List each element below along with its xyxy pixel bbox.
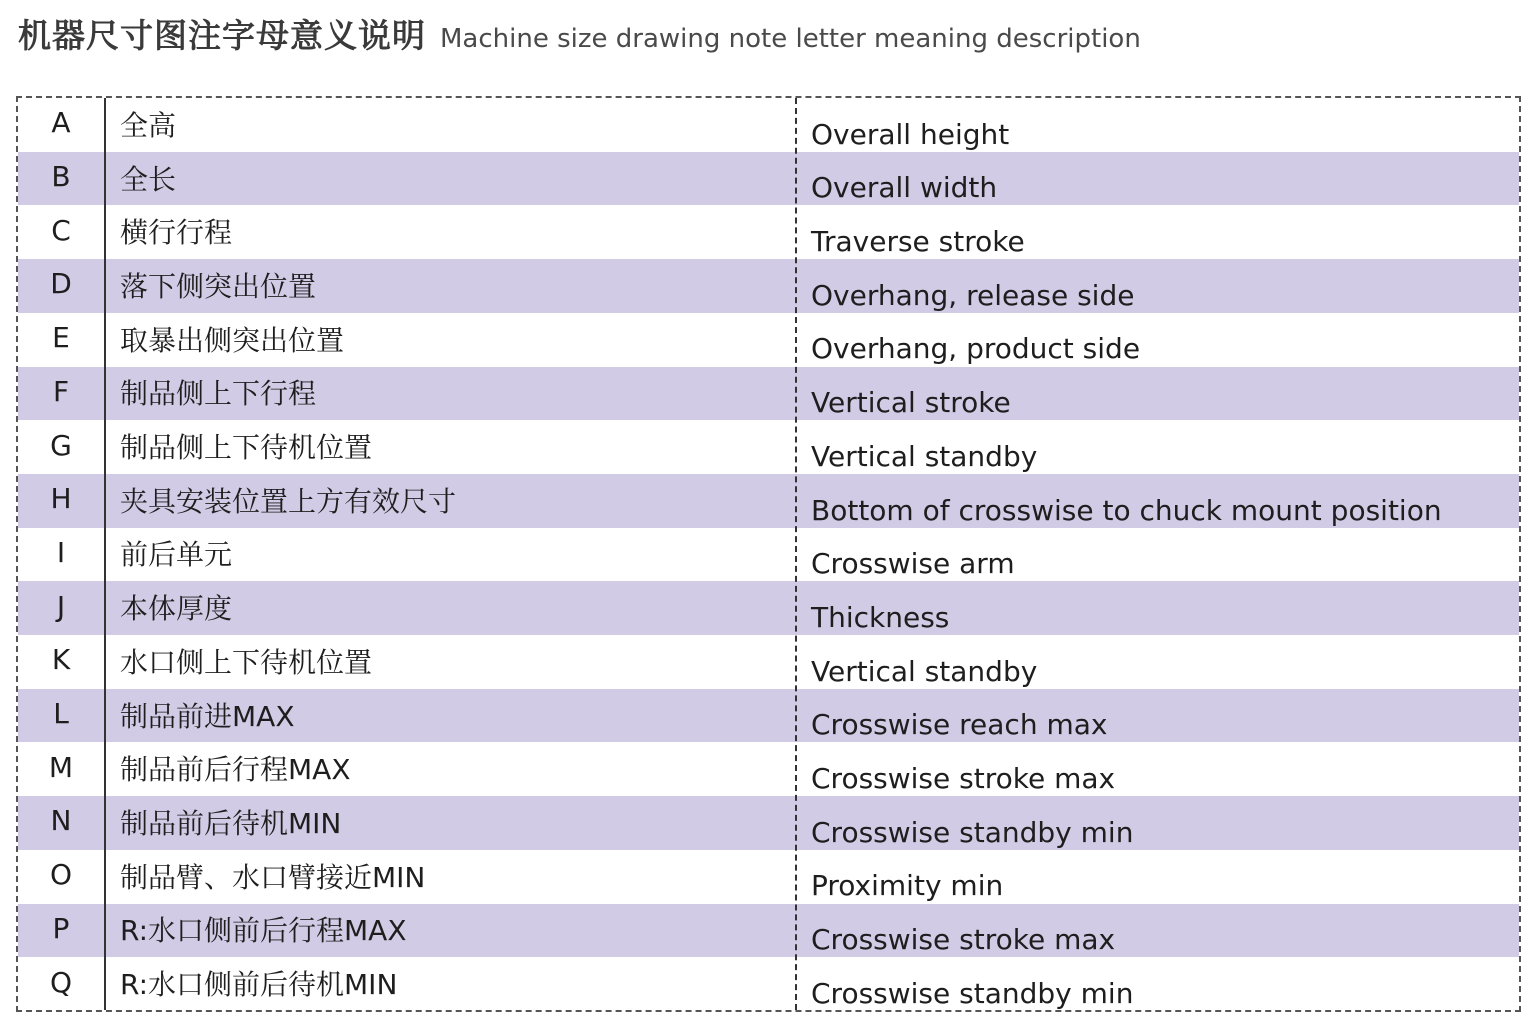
table-row	[18, 581, 1519, 635]
row-letter: O	[49, 858, 73, 892]
row-meaning-en: Crosswise stroke max	[811, 762, 1116, 796]
row-meaning-cn: 全长	[120, 162, 177, 196]
row-meaning-en: Crosswise reach max	[811, 708, 1108, 742]
row-meaning-en: Crosswise standby min	[811, 815, 1134, 849]
row-meaning-cn: 夹具安装位置上方有效尺寸	[120, 484, 457, 518]
row-letter: Q	[49, 965, 73, 999]
table-row	[18, 528, 1519, 582]
table-row	[18, 850, 1519, 904]
row-meaning-en: Bottom of crosswise to chuck mount position	[811, 493, 1442, 527]
row-meaning-cn: 本体厚度	[120, 592, 233, 626]
page-title-cn: 机器尺寸图注字母意义说明	[18, 16, 426, 55]
row-meaning-cn: 取暴出侧突出位置	[120, 323, 345, 357]
table-row	[18, 904, 1519, 958]
table-row	[18, 635, 1519, 689]
row-meaning-en: Vertical standby	[811, 439, 1038, 473]
table-row	[18, 313, 1519, 367]
row-meaning-en: Overall width	[811, 171, 998, 205]
table-row	[18, 742, 1519, 796]
row-meaning-cn: 全高	[120, 108, 177, 142]
row-letter: N	[50, 804, 72, 838]
row-meaning-cn: 制品前进MAX	[120, 699, 295, 733]
row-letter: J	[56, 589, 66, 623]
row-meaning-en: Crosswise standby min	[811, 976, 1134, 1010]
row-meaning-en: Traverse stroke	[811, 225, 1025, 259]
row-meaning-cn: 横行行程	[120, 216, 233, 250]
row-letter: M	[48, 750, 74, 784]
page-header	[18, 10, 1141, 57]
table-row	[18, 98, 1519, 152]
row-letter: F	[52, 374, 70, 408]
row-meaning-cn: 水口侧上下待机位置	[120, 645, 373, 679]
row-letter: I	[56, 535, 66, 569]
row-meaning-en: Overall height	[811, 117, 1010, 151]
row-meaning-cn: 制品前后待机MIN	[120, 806, 342, 840]
table-row	[18, 957, 1519, 1011]
row-meaning-cn: 落下侧突出位置	[120, 269, 317, 303]
row-letter: C	[51, 213, 71, 247]
row-letter: H	[50, 482, 72, 516]
row-meaning-cn: 制品前后行程MAX	[120, 753, 351, 787]
row-meaning-cn: R:水口侧前后待机MIN	[120, 968, 398, 1002]
letter-meaning-table	[16, 96, 1521, 1012]
table-row	[18, 152, 1519, 206]
row-meaning-cn: 前后单元	[120, 538, 233, 572]
row-meaning-cn: 制品侧上下行程	[120, 377, 317, 411]
row-letter: K	[51, 643, 71, 677]
row-letter: A	[51, 106, 71, 140]
table-row	[18, 420, 1519, 474]
row-meaning-cn: 制品臂、水口臂接近MIN	[120, 860, 426, 894]
row-meaning-en: Overhang, release side	[811, 278, 1135, 312]
column-divider-dashed	[795, 98, 797, 1010]
row-letter: G	[50, 428, 72, 462]
row-meaning-en: Proximity min	[811, 869, 1004, 903]
table-row	[18, 796, 1519, 850]
row-letter: L	[53, 697, 69, 731]
table-row	[18, 474, 1519, 528]
row-meaning-en: Vertical stroke	[811, 386, 1011, 420]
row-letter: B	[51, 160, 71, 194]
table-row	[18, 689, 1519, 743]
row-letter: E	[52, 321, 70, 355]
row-meaning-en: Vertical standby	[811, 654, 1038, 688]
row-meaning-en: Overhang, product side	[811, 332, 1141, 366]
table-row	[18, 205, 1519, 259]
row-meaning-en: Crosswise stroke max	[811, 923, 1116, 957]
row-meaning-cn: R:水口侧前后行程MAX	[120, 914, 407, 948]
row-meaning-en: Crosswise arm	[811, 547, 1015, 581]
row-letter: P	[52, 911, 70, 945]
row-letter: D	[50, 267, 72, 301]
row-meaning-en: Thickness	[811, 600, 950, 634]
page-title-en: Machine size drawing note letter meaning description	[440, 24, 1141, 54]
table-row	[18, 367, 1519, 421]
table-row	[18, 259, 1519, 313]
column-divider-solid	[104, 98, 106, 1010]
row-meaning-cn: 制品侧上下待机位置	[120, 431, 373, 465]
